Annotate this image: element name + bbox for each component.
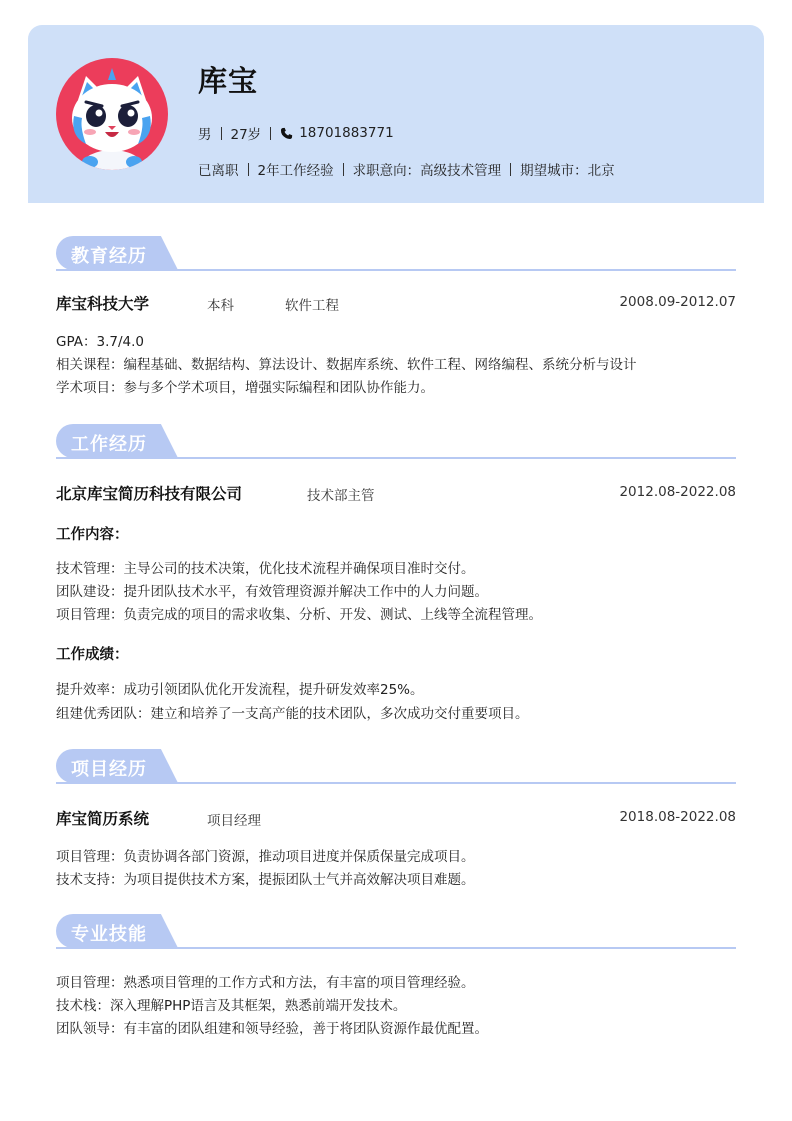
work-date: 2012.08-2022.08 bbox=[619, 484, 736, 500]
degree: 本科 bbox=[207, 298, 234, 314]
section-rule bbox=[56, 782, 736, 784]
job-intention: 求职意向：高级技术管理 bbox=[352, 163, 502, 179]
avatar bbox=[56, 58, 168, 170]
basic-info bbox=[198, 123, 394, 143]
cartoon-cat-avatar-icon bbox=[56, 58, 168, 170]
divider bbox=[248, 163, 249, 176]
education-projects: 学术项目：参与多个学术项目，增强实际编程和团队协作能力。 bbox=[56, 380, 434, 396]
education-date: 2008.09-2012.07 bbox=[619, 294, 736, 310]
work-content-item: 技术管理：主导公司的技术决策，优化技术流程并确保项目准时交付。 bbox=[56, 561, 475, 577]
section-education bbox=[56, 236, 736, 272]
expected-city: 期望城市：北京 bbox=[520, 163, 615, 179]
section-title-education: 教育经历 bbox=[71, 246, 147, 267]
gender: 男 bbox=[198, 127, 212, 143]
candidate-name: 库宝 bbox=[198, 64, 259, 98]
project-entry bbox=[56, 807, 736, 831]
work-content-heading: 工作内容： bbox=[56, 527, 129, 543]
section-rule bbox=[56, 457, 736, 459]
divider bbox=[510, 163, 511, 176]
education-entry bbox=[56, 292, 736, 316]
education-gpa: GPA：3.7/4.0 bbox=[56, 334, 144, 350]
project-role: 项目经理 bbox=[207, 813, 261, 829]
skill-item: 技术栈：深入理解PHP语言及其框架，熟悉前端开发技术。 bbox=[56, 998, 407, 1014]
age: 27岁 bbox=[230, 127, 262, 143]
section-title-skills: 专业技能 bbox=[71, 924, 147, 945]
section-work bbox=[56, 424, 736, 460]
employment-status: 已离职 bbox=[198, 163, 239, 179]
work-result-item: 提升效率：成功引领团队优化开发流程，提升研发效率25%。 bbox=[56, 682, 424, 698]
work-content-item: 团队建设：提升团队技术水平，有效管理资源并解决工作中的人力问题。 bbox=[56, 584, 488, 600]
work-entry bbox=[56, 482, 736, 506]
education-courses: 相关课程：编程基础、数据结构、算法设计、数据库系统、软件工程、网络编程、系统分析与设计 bbox=[56, 357, 637, 373]
section-rule bbox=[56, 269, 736, 271]
skill-item: 团队领导：有丰富的团队组建和领导经验，善于将团队资源作最优配置。 bbox=[56, 1021, 488, 1037]
job-intent-info bbox=[198, 159, 615, 179]
section-project bbox=[56, 749, 736, 785]
project-date: 2018.08-2022.08 bbox=[619, 809, 736, 825]
phone-number[interactable]: 18701883771 bbox=[299, 125, 394, 141]
phone-icon bbox=[280, 127, 293, 140]
section-title-work: 工作经历 bbox=[71, 434, 147, 455]
job-position: 技术部主管 bbox=[307, 488, 375, 504]
work-result-item: 组建优秀团队：建立和培养了一支高产能的技术团队，多次成功交付重要项目。 bbox=[56, 706, 529, 722]
section-skills bbox=[56, 914, 736, 950]
profile-header bbox=[28, 25, 764, 203]
school-name: 库宝科技大学 bbox=[56, 295, 150, 313]
major: 软件工程 bbox=[285, 298, 339, 314]
skill-item: 项目管理：熟悉项目管理的工作方式和方法，有丰富的项目管理经验。 bbox=[56, 975, 475, 991]
section-title-project: 项目经历 bbox=[71, 759, 147, 780]
work-experience: 2年工作经验 bbox=[257, 163, 334, 179]
divider bbox=[343, 163, 344, 176]
project-name: 库宝简历系统 bbox=[56, 810, 150, 828]
company-name: 北京库宝简历科技有限公司 bbox=[56, 485, 243, 503]
project-item: 项目管理：负责协调各部门资源，推动项目进度并保质保量完成项目。 bbox=[56, 849, 475, 865]
divider bbox=[221, 127, 222, 140]
project-item: 技术支持：为项目提供技术方案，提振团队士气并高效解决项目难题。 bbox=[56, 872, 475, 888]
work-content-item: 项目管理：负责完成的项目的需求收集、分析、开发、测试、上线等全流程管理。 bbox=[56, 607, 542, 623]
divider bbox=[270, 127, 271, 140]
section-rule bbox=[56, 947, 736, 949]
work-results-heading: 工作成绩： bbox=[56, 647, 129, 663]
